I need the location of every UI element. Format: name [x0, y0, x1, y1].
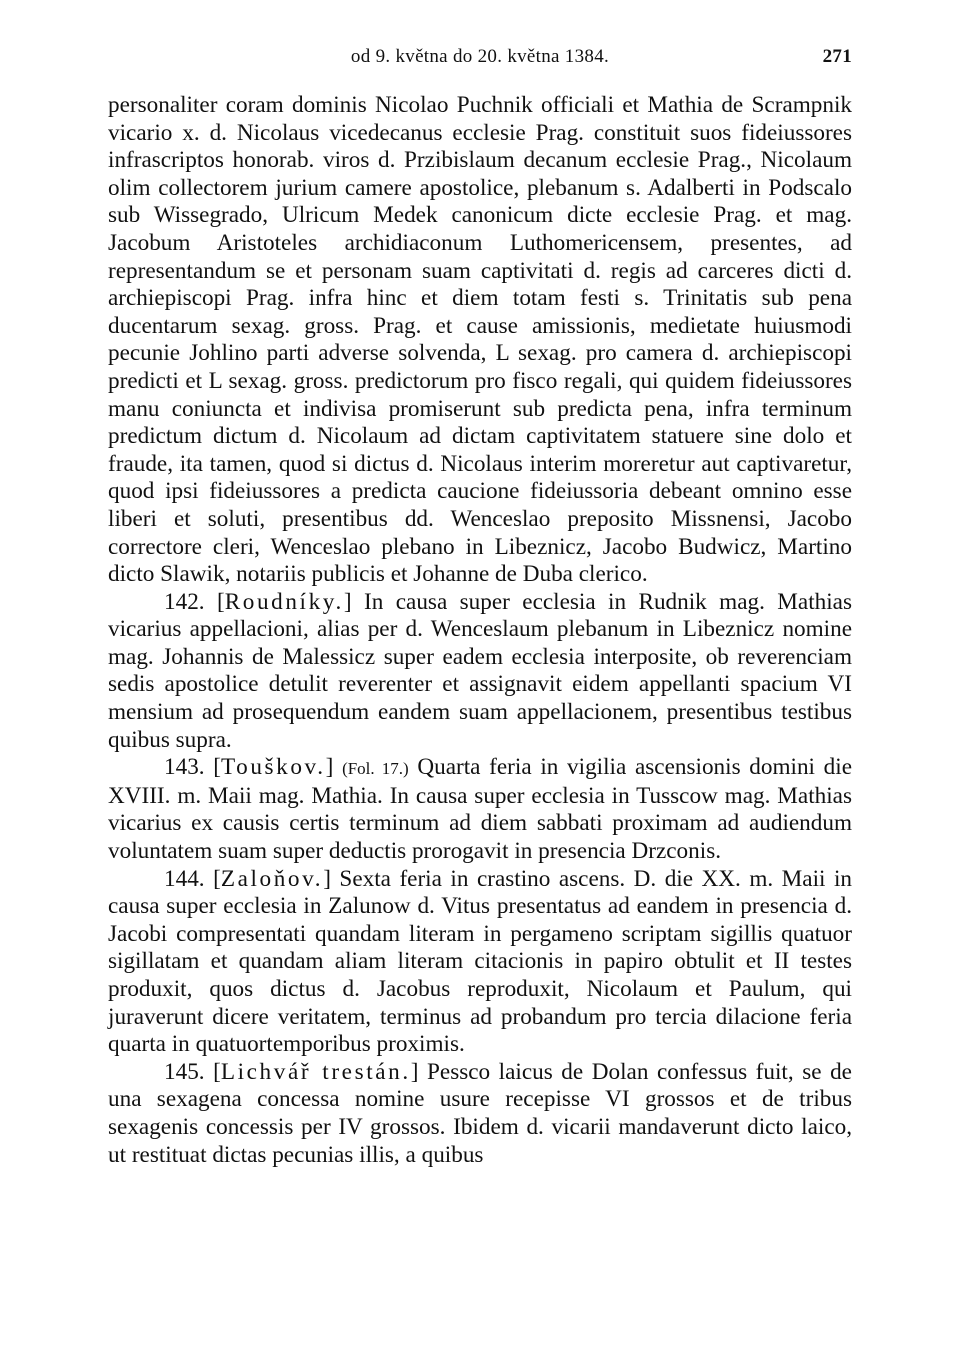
running-header	[108, 46, 852, 70]
entry-text: Sexta feria in crastino ascens. D. die XX. m. Maii in causa super ecclesia in Zalunow d. Vitus presentatus ad eandem in presencia d. Jacobi compresentati quandam literam in pergameno scriptam sigillis quatuor sigillatam et quandam aliam literam citacionis in papiro obtulit et II testes produxit, quos dictus d. Jacobus reproduxit, Nicolaum et Paulum, qui juraverunt dicere veritatem, terminus ad probandum pro tercia dilacione feria quarta in quatuortemporibus proximis.	[108, 865, 852, 1058]
place-name: Roudníky.	[224, 588, 344, 615]
entry-number: 145.	[164, 1058, 205, 1085]
entry-text: Quarta feria in vigilia ascensionis domini die XVIII. m. Maii mag. Mathia. In causa super ecclesia in Tusscow mag. Mathias vicarius ex causis certis terminum ad diem sabbati proximam ad audiendum voluntatem suam super deductis prorogavit in presencia Drzconis.	[108, 754, 852, 865]
entry-145: 145. [Lichvář trestán.] Pessco laicus de Dolan confessus fuit, se de una sexagena concessa nomine usure recepisse VI grossos et de tribus sexagenis concessis per IV grossos. Ibidem d. vicarii mandaverunt dicto laico, ut restituat dictas pecunias illis, a quibus	[108, 1058, 852, 1168]
entry-text: Pessco laicus de Dolan confessus fuit, se de una sexagena concessa nomine usure recepisse VI grossos et de tribus sexagenis concessis per IV grossos. Ibidem d. vicarii mandaverunt dicto laico, ut restituat dictas pecunias illis, a quibus	[108, 1058, 852, 1168]
entry-text: In causa super ecclesia in Rudnik mag. Mathias vicarius appellacioni, alias per d. Wenceslaum plebanum in Libeznicz nomine mag. Johannis de Malessicz super eadem ecclesia interposite, ob reverenciam sedis apostolice detulit reverenter et assignavit eidem appellanti spacium VI mensium ad prosequendum eandem suam appellacionem, presentibus testibus quibus supra.	[108, 588, 853, 753]
body-text	[108, 92, 852, 1169]
place-name: Lichvář trestán.	[220, 1058, 411, 1085]
place-name: Touškov.	[221, 754, 326, 781]
paragraph-continuation: personaliter coram dominis Nicolao Puchnik officiali et Mathia de Scrampnik vicario x. d. Nicolaus vicedecanus ecclesie Prag. constituit suos fideiussores infrascriptos honorab. viros d. Przibislaum decanum ecclesie Prag., Nicolaum olim collectorem jurium camere apostolice, plebanum s. Adalberti in Podscalo sub Wissegrado, Ulricum Medek canonicum dicte ecclesie Prag. et mag. Jacobum Aristoteles archidiaconum Luthomericensem, presentes, ad representandum se et personam suam captivitati d. regis ad carceres dicti d. archiepiscopi Prag. infra hinc et diem totam festi s. Trinitatis sub pena ducentarum sexag. gross. Prag. et cause amissionis, medietate huiusmodi pecunie Johlino parti adverse solvenda, L sexag. pro camera d. archiepiscopi predicti et L sexag. gross. predictorum pro fisco regali, qui quidem fideiussores manu coniuncta et indivisa promiserunt sub predicta pena, infra terminum predictum dictum d. Nicolaum ad dictam captivitatem statuere sine dolo et fraude, ita tamen, quod si dictus d. Nicolaus interim moreretur aut captivaretur, quod ipsi fideiussores a predicta caucione fideiussoria debeant omnino esse liberi et soluti, presentibus dd. Wenceslao preposito Missnensi, Jacobo correctore cleri, Wenceslao plebano in Libeznicz, Jacobo Budwicz, Martino dicto Slawik, notariis publicis et Johanne de Duba clerico.	[108, 92, 852, 588]
entry-number: 144.	[164, 865, 205, 892]
running-title: od 9. května do 20. května 1384.	[350, 46, 610, 67]
entry-142: 142. [Roudníky.] In causa super ecclesia in Rudnik mag. Mathias vicarius appellacioni, alias per d. Wenceslaum plebanum in Libeznicz nomine mag. Johannis de Malessicz super eadem ecclesia interposite, ob reverenciam sedis apostolice detulit reverenter et assignavit eidem appellanti spacium VI mensium ad prosequendum eandem suam appellacionem, presentibus testibus quibus supra.	[108, 588, 853, 753]
entry-144: 144. [Zaloňov.] Sexta feria in crastino ascens. D. die XX. m. Maii in causa super ecclesia in Zalunow d. Vitus presentatus ad eandem in presencia d. Jacobi compresentati quandam literam in pergameno scriptam sigillis quatuor sigillatam et quandam aliam literam citacionis in papiro obtulit et II testes produxit, quos dictus d. Jacobus reproduxit, Nicolaum et Paulum, qui juraverunt dicere veritatem, terminus ad probandum pro tercia dilacione feria quarta in quatuortemporibus proximis.	[108, 865, 852, 1058]
page-number: 271	[822, 46, 852, 67]
place-name: Zaloňov.	[220, 865, 324, 892]
entry-number: 142.	[164, 588, 205, 615]
entry-143: 143. [Touškov.] (Fol. 17.) Quarta feria in vigilia ascensionis domini die XVIII. m. Maii mag. Mathia. In causa super ecclesia in Tusscow mag. Mathias vicarius ex causis certis terminum ad diem sabbati proximam ad audiendum voluntatem suam super deductis prorogavit in presencia Drzconis.	[108, 754, 852, 865]
folio-reference: (Fol. 17.)	[342, 759, 409, 779]
entry-number: 143.	[164, 754, 205, 781]
